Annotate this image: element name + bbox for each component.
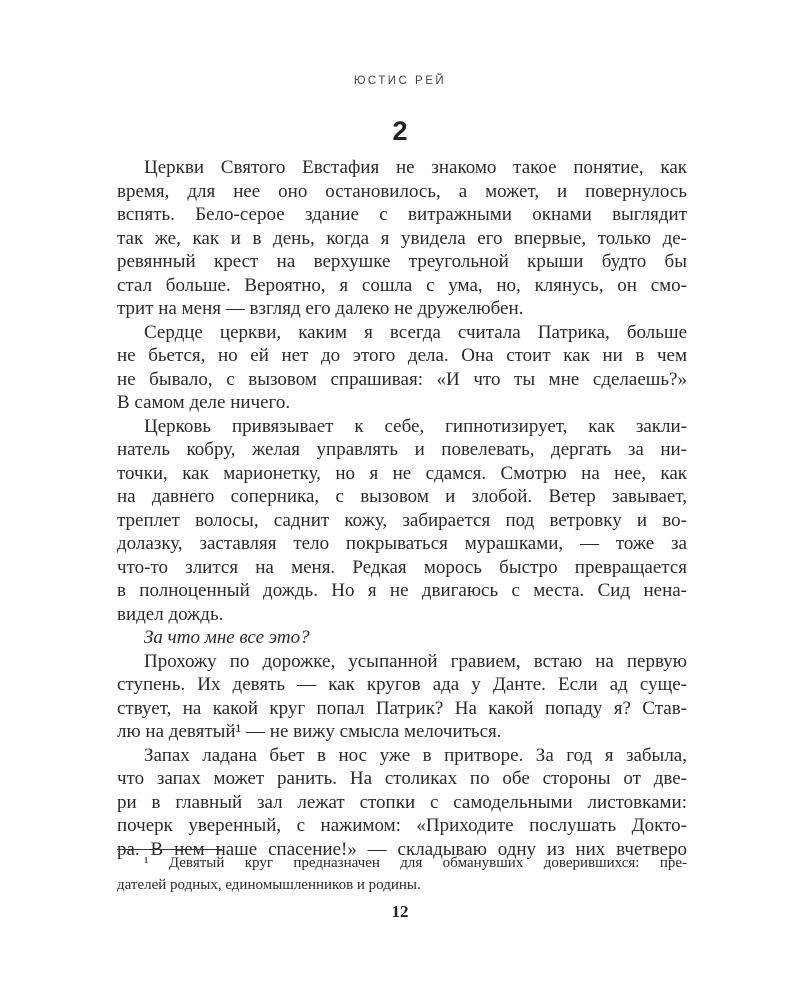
text-line: треплет волосы, саднит кожу, забирается под ветровку и во- [117, 509, 687, 531]
paragraph [117, 744, 687, 862]
text-line: вспять. Бело-серое здание с витражными окнами выглядит [117, 204, 687, 225]
text-line: В самом деле ничего. [117, 392, 291, 413]
footnote-line: дателей родных, единомышленников и родины. [117, 877, 421, 893]
text-line: видел дождь. [117, 603, 224, 625]
text-line: Церковь привязывает к себе, гипнотизирует, как закли- [144, 415, 687, 437]
text-line: трит на меня — взгляд его далеко не дружелюбен. [117, 298, 524, 319]
paragraph [117, 321, 687, 415]
text-line: Прохожу по дорожке, усыпанной гравием, встаю на первую [144, 650, 687, 672]
footnote-line: ¹ Девятый круг предназначен для обманувших доверившихся: пре- [144, 855, 687, 871]
text-line: в полноценный дождь. Но я не двигаюсь с места. Сид нена- [117, 580, 687, 601]
text-line: почерк уверенный, с нажимом: «Приходите послушать Докто- [117, 815, 687, 836]
text-line: стал больше. Вероятно, я сошла с ума, но, клянусь, он смо- [117, 274, 687, 296]
text-line: натель кобру, желая управлять и повелевать, дергать за ни- [117, 439, 687, 460]
text-line: так же, как и в день, когда я увидела его впервые, только де- [117, 227, 687, 249]
chapter-number: 2 [392, 116, 408, 146]
text-line: время, для нее оно остановилось, а может, и повернулось [117, 180, 687, 202]
text-line: не бьется, но ей нет до этого дела. Она стоит как ни в чем [117, 345, 687, 366]
text-line: лю на девятый¹ — не вижу смысла мелочиться. [117, 721, 502, 742]
text-line: ревянный крест на верхушке треугольной крыши будто бы [117, 251, 687, 272]
footnote-divider [117, 849, 222, 850]
paragraph [117, 415, 687, 627]
text-line: что запах может ранить. На столиках по обе стороны от две- [117, 768, 687, 789]
text-line: что-то злится на меня. Редкая морось быстро превращается [117, 556, 687, 578]
text-line: точки, как марионетку, но я не сдамся. Смотрю на нее, как [117, 462, 687, 484]
italic-paragraph [117, 626, 687, 650]
paragraph [117, 650, 687, 744]
footnote [117, 852, 687, 896]
text-line: Сердце церкви, каким я всегда считала Патрика, больше [144, 321, 687, 343]
text-line: ра. В нем наше спасение!» — складываю одну из них вчетверо [117, 838, 687, 860]
text-line: ри в главный зал лежат стопки с самодельными листовками: [117, 791, 687, 813]
page-number: 12 [391, 902, 409, 921]
text-line: не бывало, с вызовом спрашивая: «И что ты мне сделаешь?» [117, 368, 687, 390]
text-line: Церкви Святого Евстафия не знакомо такое понятие, как [144, 157, 687, 178]
text-line: ствует, на какой круг попал Патрик? На какой попаду я? Став- [117, 697, 687, 719]
text-line: За что мне все это? [144, 627, 310, 648]
text-line: Запах ладана бьет в нос уже в притворе. За год я забыла, [144, 744, 687, 766]
text-line: ступень. Их девять — как кругов ада у Данте. Если ад суще- [117, 674, 687, 695]
text-line: на давнего соперника, с вызовом и злобой. Ветер завывает, [117, 486, 687, 507]
body-text [117, 156, 687, 861]
running-head: ЮСТИС РЕЙ [353, 75, 447, 87]
paragraph [117, 156, 687, 321]
text-line: долазку, заставляя тело покрываться мурашками, — тоже за [117, 533, 687, 554]
